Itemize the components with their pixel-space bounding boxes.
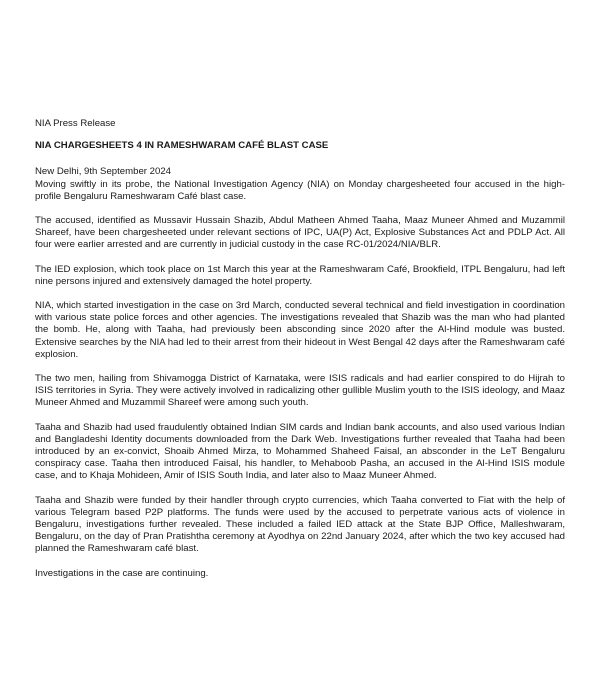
paragraph-funding: Taaha and Shazib were funded by their handler through crypto currencies, which Taaha converted to Fiat with the help of various Telegram based P2P platforms. The funds were used by the accused to perpetrate various acts of violence in Bengaluru, investigations further revealed. These included a failed IED attack at the State BJP Office, Malleshwaram, Bengaluru, on the day of Pran Pratishtha ceremony at Ayodhya on 22nd January 2024, after which the two key accused had planned the Rameshwaram café blast. xyxy=(35,494,565,555)
press-release-title: NIA CHARGESHEETS 4 IN RAMESHWARAM CAFÉ BLAST CASE xyxy=(35,140,329,152)
paragraph-explosion: The IED explosion, which took place on 1st March this year at the Rameshwaram Café, Brookfield, ITPL Bengaluru, had left nine persons injured and extensively damaged the hotel property. xyxy=(35,263,565,287)
paragraph-lead: Moving swiftly in its probe, the National Investigation Agency (NIA) on Monday chargesheeted four accused in the high-profile Bengaluru Rameshwaram Café blast case. xyxy=(35,178,565,202)
paragraph-documents: Taaha and Shazib had used fraudulently obtained Indian SIM cards and Indian bank accounts, and also used various Indian and Bangladeshi Identity documents downloaded from the Dark Web. Investigations further revealed that Taaha had been introduced by an ex-convict, Shoaib Ahmed Mirza, to Mohammed Shaheed Faisal, an absconder in the LeT Bengaluru conspiracy case. Taaha then introduced Faisal, his handler, to Mehaboob Pasha, an accused in the Al-Hind ISIS module case, and to Khaja Mohideen, Amir of ISIS South India, and later also to Maaz Muneer Ahmed. xyxy=(35,421,565,482)
paragraph-continuing: Investigations in the case are continuing. xyxy=(35,567,209,579)
press-release-label: NIA Press Release xyxy=(35,118,116,129)
press-release-document xyxy=(35,118,565,592)
paragraph-radicals: The two men, hailing from Shivamogga District of Karnataka, were ISIS radicals and had earlier conspired to do Hijrah to ISIS territories in Syria. They were actively involved in radicalizing other gullible Muslim youth to the ISIS ideology, and Maaz Muneer Ahmed and Muzammil Shareef were among such youth. xyxy=(35,373,565,409)
dateline: New Delhi, 9th September 2024 xyxy=(35,166,171,178)
paragraph-investigation: NIA, which started investigation in the case on 3rd March, conducted several technical and field investigation in coordination with various state police forces and other agencies. The investigations revealed that Shazib was the man who had planted the bomb. He, along with Taaha, had previously been absconding since 2020 after the Al-Hind module was busted. Extensive searches by the NIA had led to their arrest from their hideout in West Bengal 42 days after the Rameshwaram café explosion. xyxy=(35,300,565,360)
paragraph-accused: The accused, identified as Mussavir Hussain Shazib, Abdul Matheen Ahmed Taaha, Maaz Muneer Ahmed and Muzammil Shareef, have been chargesheeted under relevant sections of IPC, UA(P) Act, Explosive Substances Act and PDLP Act. All four were earlier arrested and are currently in judicial custody in the case RC-01/2024/NIA/BLR. xyxy=(35,215,565,251)
